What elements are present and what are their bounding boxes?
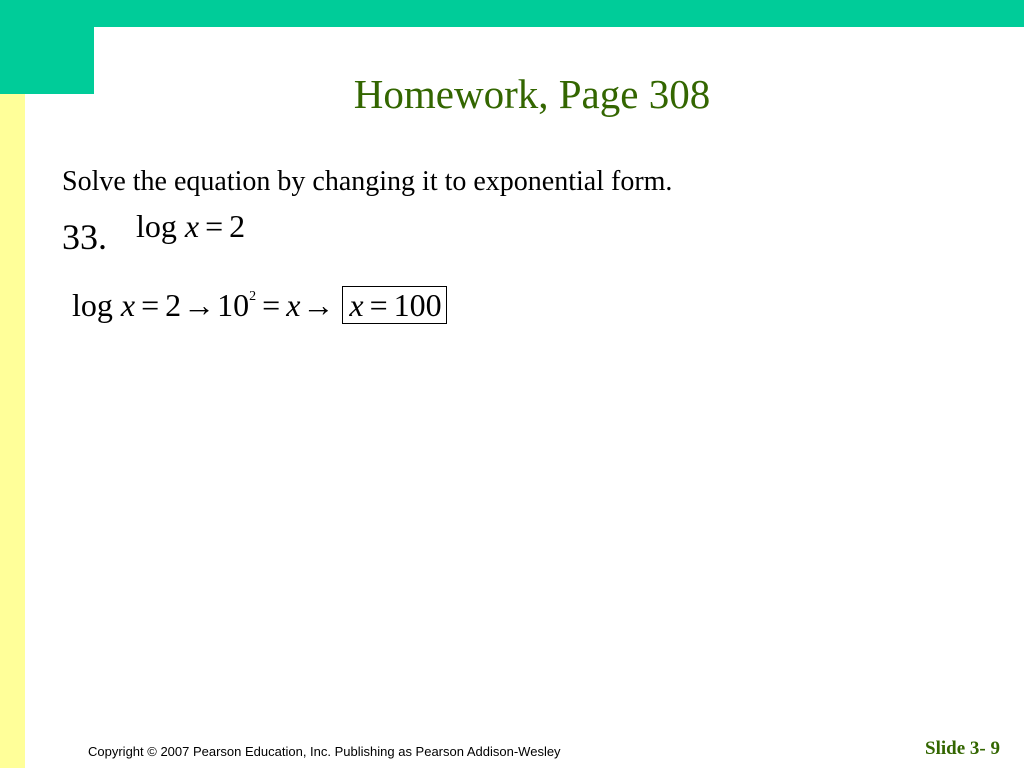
instruction-text: Solve the equation by changing it to exponential form. — [62, 166, 673, 197]
implies-arrow-icon: → — [302, 287, 335, 323]
log-function: log — [72, 287, 113, 323]
slide-number: Slide 3- 9 — [925, 738, 1000, 759]
answer-value: 100 — [393, 287, 442, 323]
equation-value: 2 — [165, 287, 182, 323]
problem-equation — [136, 206, 245, 246]
slide-title: Homework, Page 308 — [353, 71, 711, 117]
equals-sign: = — [141, 287, 160, 323]
exponent-power: 2 — [249, 289, 257, 304]
equals-sign: = — [262, 287, 281, 323]
answer-variable: x — [349, 287, 364, 323]
variable-x: x — [184, 208, 200, 244]
top-accent-bar — [0, 0, 1024, 27]
equals-sign: = — [369, 287, 388, 323]
copyright-notice: Copyright © 2007 Pearson Education, Inc. Publishing as Pearson Addison-Wesley — [88, 744, 561, 759]
equation-value: 2 — [229, 208, 246, 244]
equals-sign: = — [205, 208, 224, 244]
solution-equation — [72, 285, 447, 325]
exponent-base: 10 — [217, 287, 250, 323]
left-accent-bar — [0, 94, 25, 768]
implies-arrow-icon: → — [183, 287, 216, 323]
variable-x: x — [286, 287, 301, 323]
problem-number: 33. — [62, 217, 107, 257]
variable-x: x — [120, 287, 136, 323]
boxed-answer — [342, 286, 446, 324]
log-function: log — [136, 208, 177, 244]
